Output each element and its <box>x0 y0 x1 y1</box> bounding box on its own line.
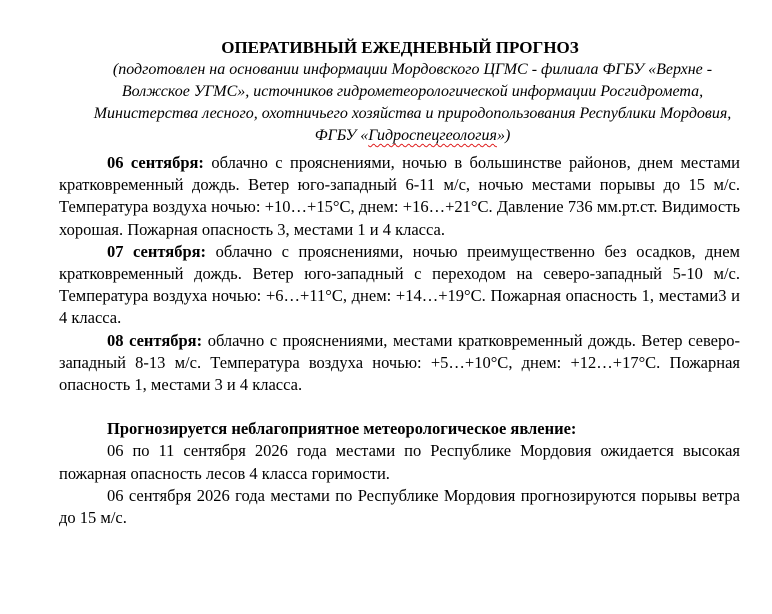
forecast-day-3 <box>59 330 740 397</box>
warning-paragraph-1: 06 по 11 сентября 2026 года местами по Республике Мордовия ожидается высокая пожарная опасность лесов 4 класса горимости. <box>59 441 740 483</box>
forecast-date: 07 сентября: <box>107 241 207 261</box>
forecast-day-2 <box>59 241 740 330</box>
forecast-date: 08 сентября: <box>107 330 203 350</box>
forecast-date: 06 сентября: <box>107 153 204 172</box>
forecast-day-1 <box>59 152 740 241</box>
subtitle-closing: ») <box>496 127 511 144</box>
document-title: ОПЕРАТИВНЫЙ ЕЖЕДНЕВНЫЙ ПРОГНОЗ <box>221 38 579 57</box>
forecast-text: облачно с прояснениями, ночью в большинстве районов, днем местами кратковременный дождь. Ветер юго-западный 6-11 м/с, ночью местами порывы до 15 м/с. Температура воздуха ночью: +10…+15°С, днем: +16…+21°С. Давление 736 мм.рт.ст. Видимость хорошая. Пожарная опасность 3, местами 1 и 4 класса. <box>59 153 740 239</box>
document-subtitle <box>80 59 745 147</box>
warning-heading-text: Прогнозируется неблагоприятное метеорологическое явление: <box>107 419 577 439</box>
subtitle-text: (подготовлен на основании информации Мордовского ЦГМС - филиала ФГБУ «Верхне - Волжское УГМС», источников гидрометеорологической информации Росгидромета, Министерства лесного, охотничьего хозяйства и природопользования Республики Мордовия, ФГБУ « <box>93 61 732 144</box>
forecast-text: облачно с прояснениями, ночью преимущественно без осадков, днем кратковременный дождь. Ветер юго-западный с переходом на северо-западный 5-10 м/с. Температура воздуха ночью: +6…+11°С, днем: +14…+19°С. Пожарная опасность 1, местами3 и 4 класса. <box>59 241 740 328</box>
spellcheck-underlined-word: Гидроспецгеология <box>368 127 497 144</box>
warning-paragraph-2: 06 сентября 2026 года местами по Республике Мордовия прогнозируются порывы ветра до 15 м/с. <box>59 485 740 528</box>
warning-heading <box>59 418 740 440</box>
forecast-text: облачно с прояснениями, местами кратковременный дождь. Ветер северо-западный 8-13 м/с. Температура воздуха ночью: +5…+10°С, днем: +12…+17°С. Пожарная опасность 1, местами 3 и 4 класса. <box>59 330 740 395</box>
forecast-body <box>59 152 740 529</box>
